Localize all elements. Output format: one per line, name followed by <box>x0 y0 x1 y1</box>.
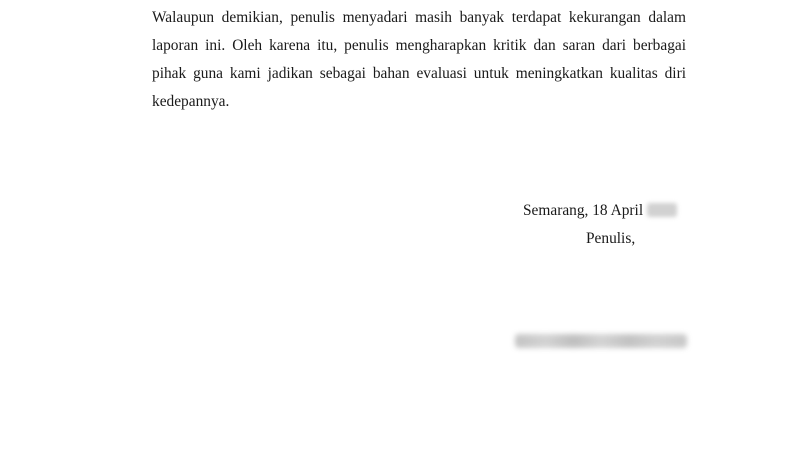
paragraph-line-3: pihak guna kami jadikan sebagai bahan evaluasi untuk meningkatkan kualitas diri <box>152 65 686 82</box>
place-date-text: Semarang, 18 April <box>523 202 644 219</box>
author-label: Penulis, <box>586 230 636 247</box>
paragraph-line-1: Walaupun demikian, penulis menyadari masih banyak terdapat kekurangan dalam <box>152 9 686 26</box>
redacted-year <box>647 203 677 217</box>
redacted-author-name <box>515 334 687 348</box>
closing-paragraph <box>152 4 686 116</box>
paragraph-line-4: kedepannya. <box>152 93 230 110</box>
place-and-date <box>523 198 677 224</box>
paragraph-line-2: laporan ini. Oleh karena itu, penulis mengharapkan kritik dan saran dari berbagai <box>152 37 686 54</box>
